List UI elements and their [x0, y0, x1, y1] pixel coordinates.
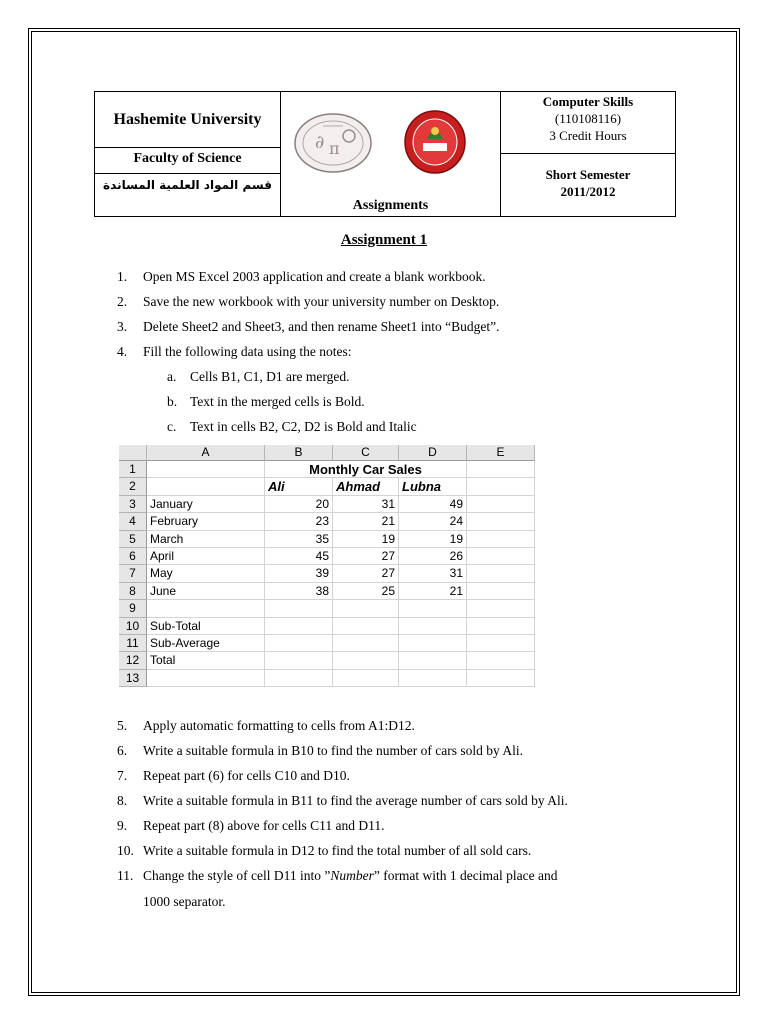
- row-header: 10: [119, 618, 147, 635]
- university-name: Hashemite University: [95, 92, 281, 148]
- course-code: (110108116): [554, 111, 622, 126]
- faculty-cell: [95, 148, 281, 216]
- empty-cell: [467, 531, 535, 548]
- value-cell: [265, 600, 333, 617]
- row-label-cell: Sub-Total: [147, 618, 265, 635]
- row-label-cell: Sub-Average: [147, 635, 265, 652]
- empty-cell: [467, 565, 535, 582]
- step-text: Fill the following data using the notes:: [143, 344, 352, 359]
- cell-a1: [147, 461, 265, 478]
- logos-cell: [281, 92, 501, 216]
- column-header-e: E: [467, 445, 535, 461]
- value-cell: 21: [399, 583, 467, 600]
- note-text: Text in cells B2, C2, D2 is Bold and Italic: [190, 419, 417, 434]
- value-cell: 27: [333, 565, 399, 582]
- value-cell: [265, 618, 333, 635]
- row-header: 2: [119, 478, 147, 495]
- empty-cell: [467, 496, 535, 513]
- corner-header: [119, 445, 147, 461]
- value-cell: 27: [333, 548, 399, 565]
- step-number: 1.: [117, 269, 128, 284]
- step-text: 1000 separator.: [143, 894, 226, 909]
- row-header: 13: [119, 670, 147, 687]
- assignments-label: Assignments: [352, 198, 429, 213]
- cell-e2: [467, 478, 535, 495]
- course-title: Computer Skills: [542, 94, 634, 109]
- step-text: Write a suitable formula in D12 to find the total number of all sold cars.: [143, 843, 532, 858]
- faculty-of-science-logo: [293, 112, 373, 174]
- step-text: Apply automatic formatting to cells from A1:D12.: [143, 718, 415, 733]
- value-cell: [333, 635, 399, 652]
- value-cell: [265, 652, 333, 669]
- empty-cell: [467, 513, 535, 530]
- row-label-cell: March: [147, 531, 265, 548]
- empty-cell: [467, 652, 535, 669]
- empty-cell: [467, 548, 535, 565]
- value-cell: 45: [265, 548, 333, 565]
- value-cell: 19: [399, 531, 467, 548]
- value-cell: 20: [265, 496, 333, 513]
- row-label-cell: June: [147, 583, 265, 600]
- value-cell: 24: [399, 513, 467, 530]
- name-header-cell: Lubna: [399, 478, 467, 495]
- step-text: Repeat part (6) for cells C10 and D10.: [143, 768, 350, 783]
- step-text: Write a suitable formula in B10 to find the number of cars sold by Ali.: [143, 743, 524, 758]
- university-seal-logo: [403, 109, 467, 175]
- empty-cell: [467, 670, 535, 687]
- row-header: 7: [119, 565, 147, 582]
- value-cell: 21: [333, 513, 399, 530]
- cell-e1: [467, 461, 535, 478]
- row-header: 1: [119, 461, 147, 478]
- column-header-c: C: [333, 445, 399, 461]
- faculty-name: Faculty of Science: [133, 151, 242, 166]
- value-cell: [399, 618, 467, 635]
- spreadsheet: [119, 445, 537, 685]
- value-cell: 23: [265, 513, 333, 530]
- value-cell: 19: [333, 531, 399, 548]
- assignment-title: Assignment 1: [340, 232, 428, 248]
- step-number: 4.: [117, 344, 128, 359]
- empty-cell: [467, 635, 535, 652]
- value-cell: [399, 670, 467, 687]
- credit-hours: 3 Credit Hours: [549, 128, 627, 143]
- note-text: Cells B1, C1, D1 are merged.: [190, 369, 350, 384]
- value-cell: 35: [265, 531, 333, 548]
- step-text-after: ” format with 1 decimal place and: [373, 868, 558, 883]
- step-number: 10.: [117, 843, 134, 858]
- value-cell: 38: [265, 583, 333, 600]
- cell-a2: [147, 478, 265, 495]
- step-number: 5.: [117, 718, 128, 733]
- row-header: 3: [119, 496, 147, 513]
- row-header: 6: [119, 548, 147, 565]
- value-cell: 26: [399, 548, 467, 565]
- value-cell: [333, 670, 399, 687]
- step-number: 7.: [117, 768, 128, 783]
- row-header: 11: [119, 635, 147, 652]
- row-header: 8: [119, 583, 147, 600]
- step-text-emphasis: Number: [330, 868, 374, 883]
- empty-cell: [467, 618, 535, 635]
- row-header: 5: [119, 531, 147, 548]
- step-number: 3.: [117, 319, 128, 334]
- step-text: Delete Sheet2 and Sheet3, and then rename Sheet1 into “Budget”.: [143, 319, 500, 334]
- value-cell: [399, 600, 467, 617]
- value-cell: 25: [333, 583, 399, 600]
- row-label-cell: [147, 600, 265, 617]
- column-header-d: D: [399, 445, 467, 461]
- name-header-cell: Ali: [265, 478, 333, 495]
- department-arabic: قسم المواد العلمية المساندة: [103, 178, 272, 192]
- step-number: 8.: [117, 793, 128, 808]
- step-number: 11.: [117, 868, 134, 883]
- row-label-cell: [147, 670, 265, 687]
- name-header-cell: Ahmad: [333, 478, 399, 495]
- step-number: 6.: [117, 743, 128, 758]
- row-label-cell: May: [147, 565, 265, 582]
- step-text: Save the new workbook with your university number on Desktop.: [143, 294, 500, 309]
- merged-title-cell: Monthly Car Sales: [265, 461, 467, 478]
- header-table: [94, 91, 676, 217]
- value-cell: 31: [399, 565, 467, 582]
- value-cell: 49: [399, 496, 467, 513]
- step-text: Repeat part (8) above for cells C11 and D11.: [143, 818, 385, 833]
- step-number: 2.: [117, 294, 128, 309]
- value-cell: [333, 618, 399, 635]
- svg-text:∂: ∂: [315, 132, 325, 153]
- row-header: 9: [119, 600, 147, 617]
- course-cell: [501, 92, 675, 154]
- note-text: Text in the merged cells is Bold.: [190, 394, 365, 409]
- value-cell: [265, 635, 333, 652]
- step-text-before: Change the style of cell D11 into ”: [143, 868, 331, 883]
- semester-year: 2011/2012: [560, 184, 616, 199]
- note-letter: b.: [167, 394, 178, 409]
- empty-cell: [467, 600, 535, 617]
- semester-name: Short Semester: [545, 167, 631, 182]
- value-cell: [333, 652, 399, 669]
- row-label-cell: April: [147, 548, 265, 565]
- note-letter: c.: [167, 419, 177, 434]
- row-label-cell: Total: [147, 652, 265, 669]
- empty-cell: [467, 583, 535, 600]
- row-header: 4: [119, 513, 147, 530]
- step-text: [143, 868, 558, 884]
- row-label-cell: February: [147, 513, 265, 530]
- semester-cell: [501, 154, 675, 216]
- svg-text:π: π: [329, 139, 340, 158]
- column-header-a: A: [147, 445, 265, 461]
- step-text: Write a suitable formula in B11 to find the average number of cars sold by Ali.: [143, 793, 568, 808]
- value-cell: [399, 635, 467, 652]
- step-text: Open MS Excel 2003 application and create a blank workbook.: [143, 269, 486, 284]
- step-number: 9.: [117, 818, 128, 833]
- note-letter: a.: [167, 369, 177, 384]
- row-header: 12: [119, 652, 147, 669]
- column-header-b: B: [265, 445, 333, 461]
- value-cell: [399, 652, 467, 669]
- value-cell: [333, 600, 399, 617]
- value-cell: 31: [333, 496, 399, 513]
- row-label-cell: January: [147, 496, 265, 513]
- value-cell: 39: [265, 565, 333, 582]
- faculty-divider: [95, 173, 280, 174]
- value-cell: [265, 670, 333, 687]
